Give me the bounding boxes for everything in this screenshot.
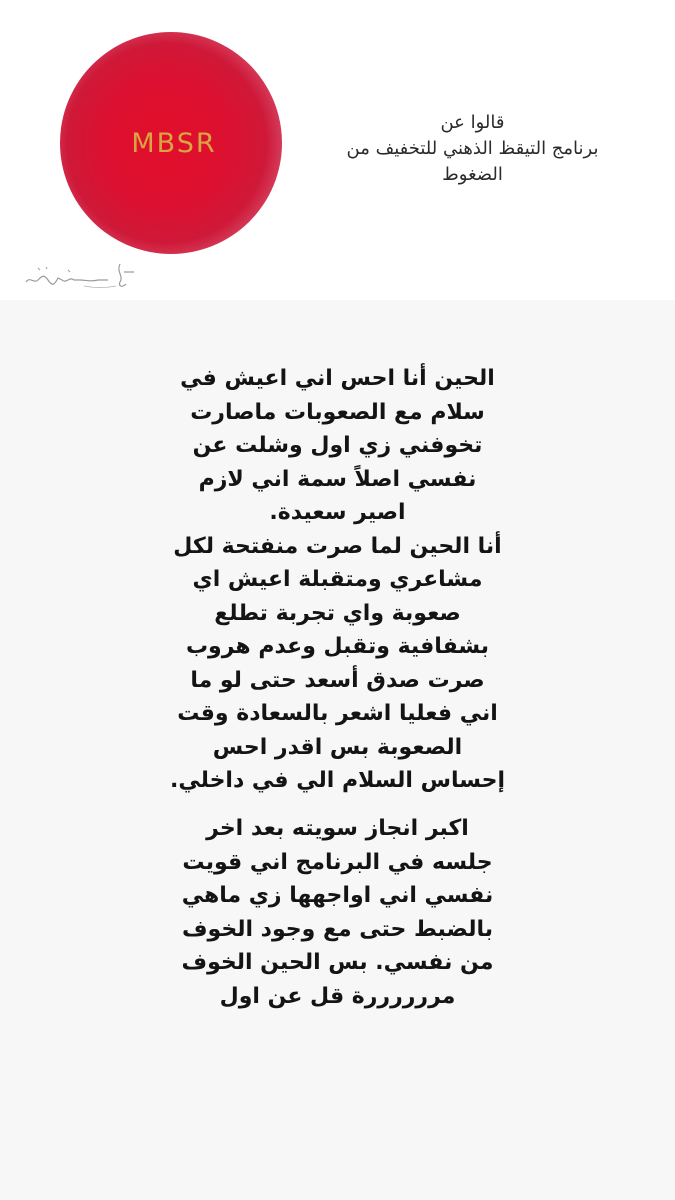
testimonial-area: [0, 300, 675, 1200]
text-line: بالضبط حتى مع وجود الخوف: [182, 916, 493, 942]
testimonial-paragraph-1: [140, 362, 535, 798]
title-line: برنامج التيقظ الذهني للتخفيف من: [346, 138, 599, 159]
text-line: الصعوبة بس اقدر احس: [212, 734, 463, 760]
story-title: [300, 110, 645, 188]
text-line: مشاعري ومتقبلة اعيش اي: [192, 567, 483, 592]
text-line: صعوبة واي تجربة تطلع: [214, 600, 461, 626]
text-line: بشفافية وتقبل وعدم هروب: [185, 634, 490, 659]
text-line: أنا الحين لما صرت منفتحة لكل: [173, 533, 502, 559]
title-line: قالوا عن: [440, 112, 505, 133]
text-line: اني فعليا اشعر بالسعادة وقت: [177, 701, 498, 726]
testimonial-paragraph-2: [140, 812, 535, 1013]
signature-icon: [24, 258, 144, 292]
text-line: إحساس السلام الي في داخلي.: [169, 768, 506, 793]
text-line: تخوفني زي اول وشلت عن: [192, 433, 483, 458]
text-line: سلام مع الصعوبات ماصارت: [190, 399, 485, 425]
text-line: اصير سعيدة.: [269, 500, 406, 525]
text-line: من نفسي. بس الحين الخوف: [181, 950, 494, 975]
mbsr-logo: [60, 32, 282, 254]
text-line: نفسي اني اواجهها زي ماهي: [181, 883, 494, 908]
text-line: مررررررة قل عن اول: [219, 983, 456, 1009]
text-line: الحين أنا احس اني اعيش في: [180, 366, 495, 391]
text-line: جلسه في البرنامج اني قويت: [182, 849, 493, 875]
text-line: اكبر انجاز سويته بعد اخر: [206, 816, 469, 841]
title-line: الضغوط: [442, 164, 503, 185]
header-area: [0, 0, 675, 300]
text-line: صرت صدق أسعد حتى لو ما: [190, 667, 485, 693]
logo-text: MBSR: [131, 127, 217, 159]
text-line: نفسي اصلاً سمة اني لازم: [198, 466, 477, 492]
